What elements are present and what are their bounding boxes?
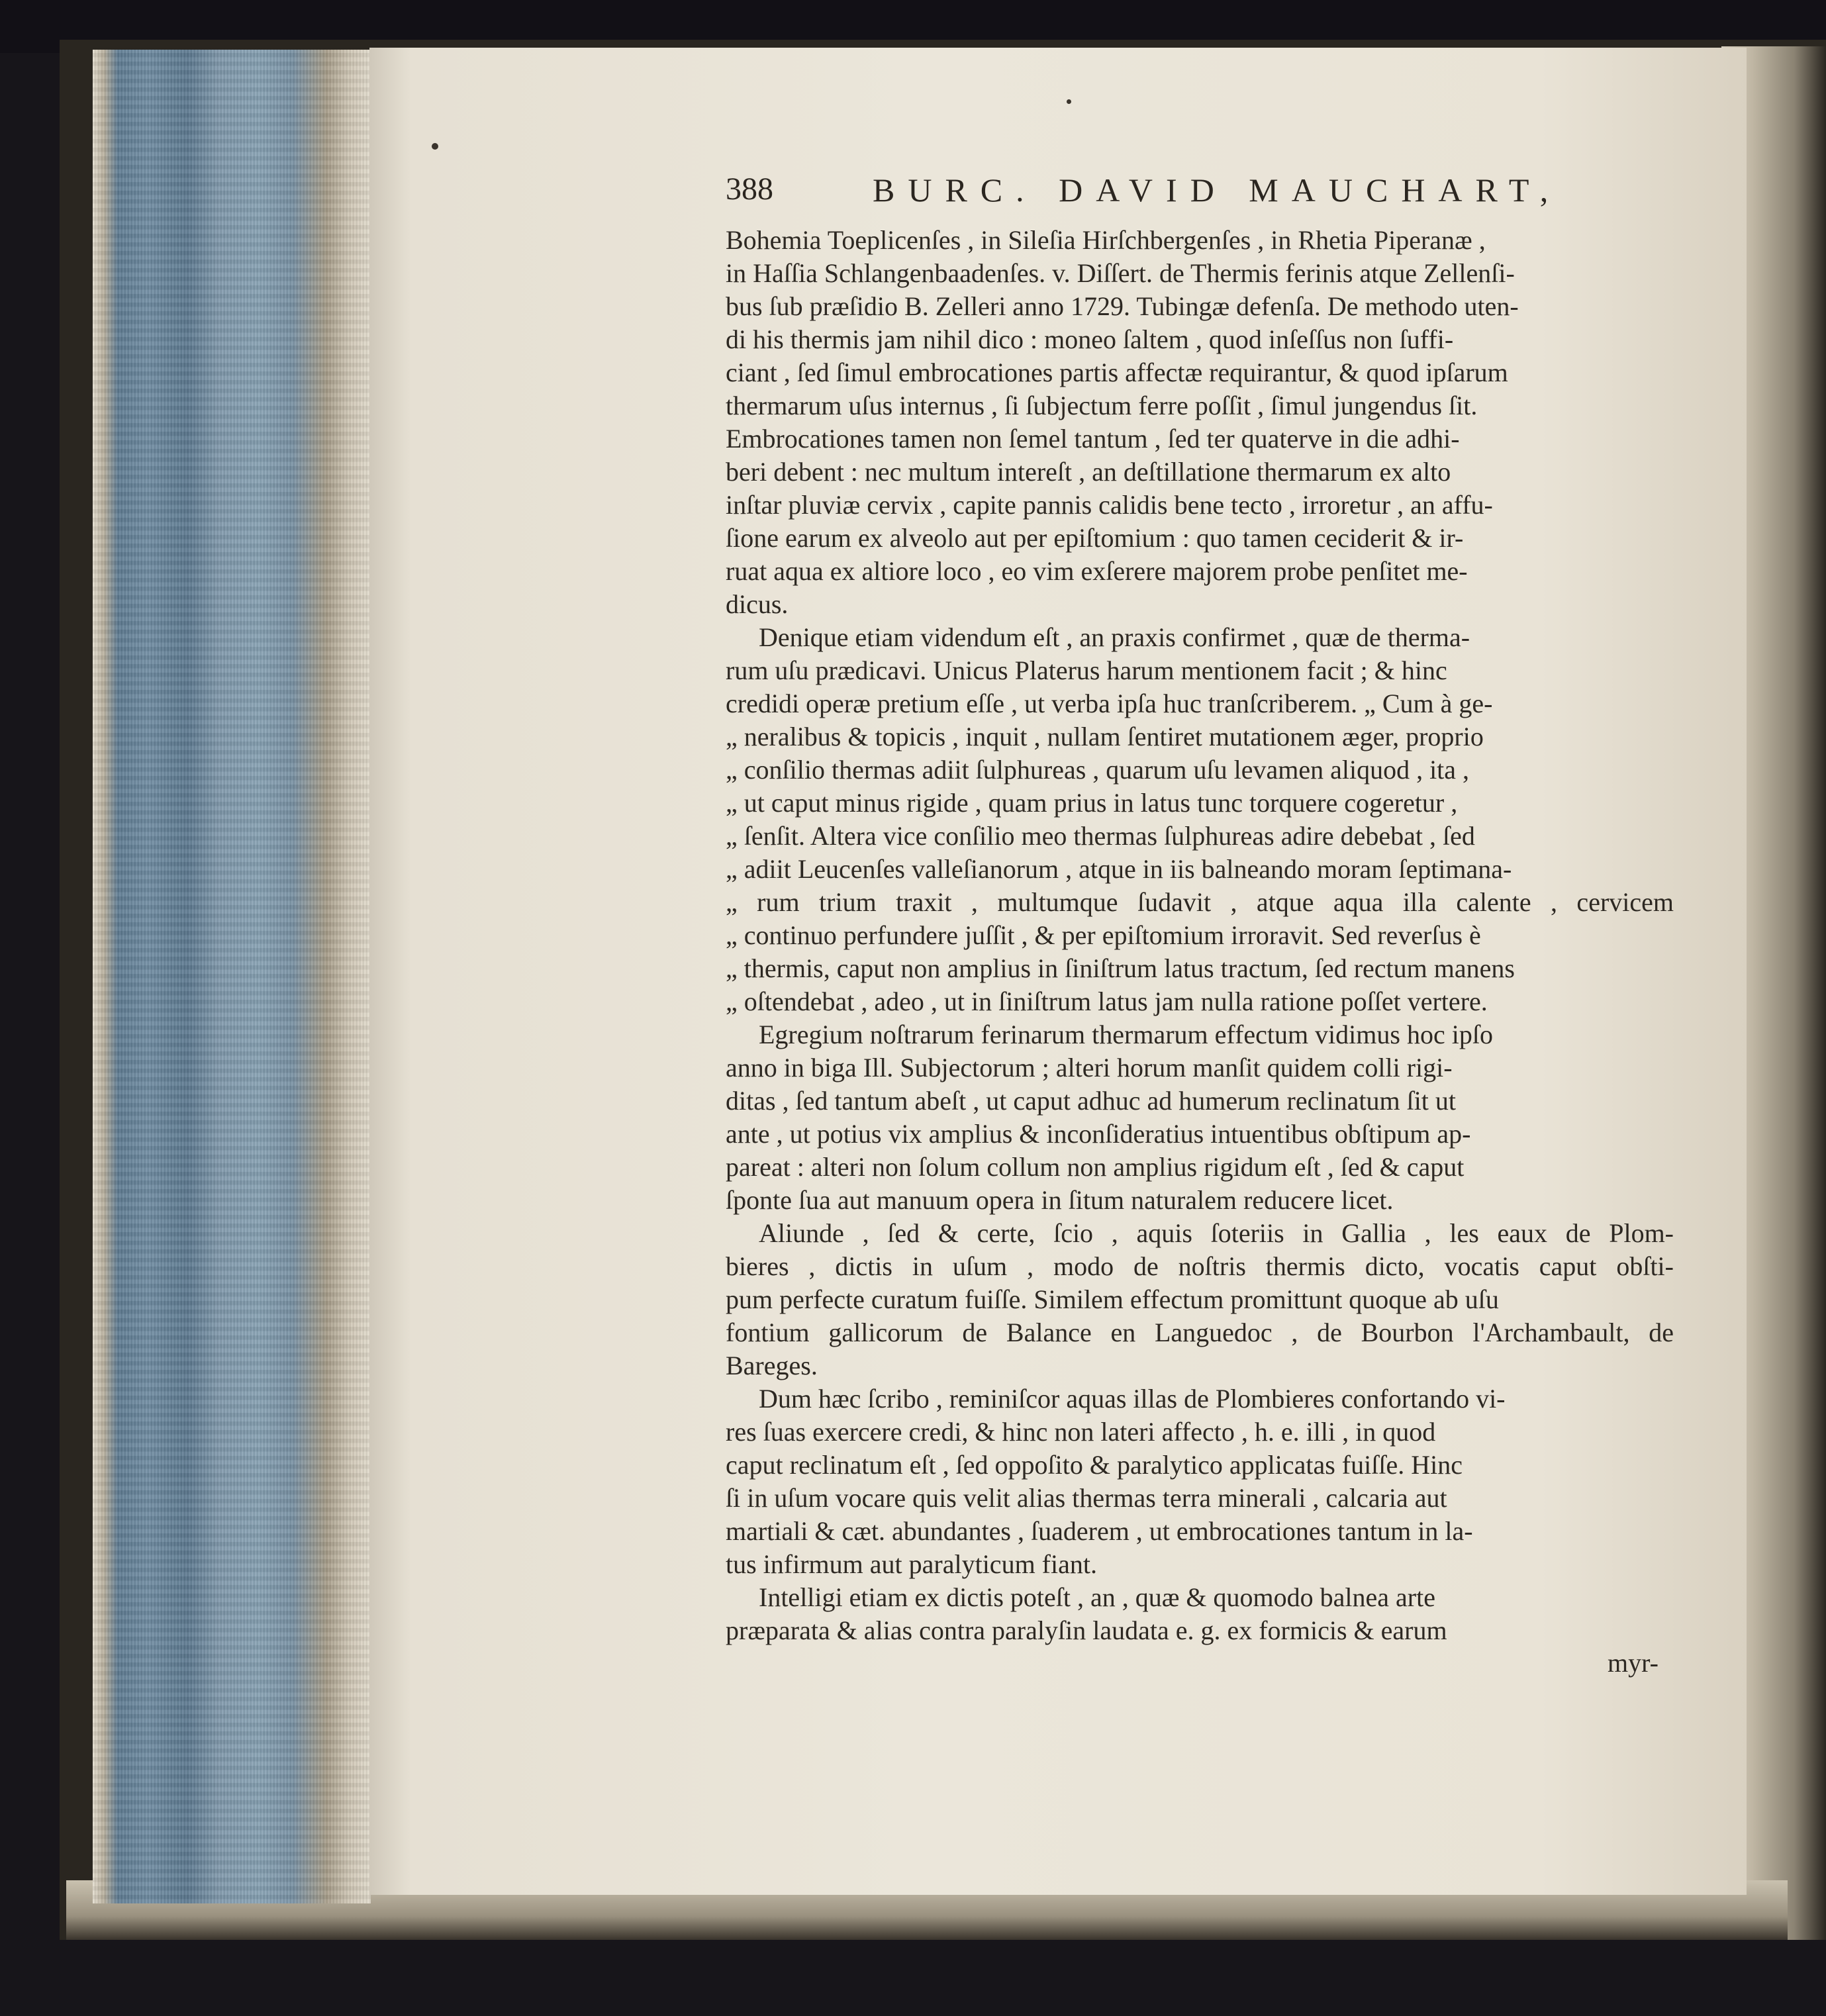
text-line: thermarum uſus internus , ſi ſubjectum ferre poſſit , ſimul jungendus ſit.	[726, 391, 1478, 420]
text-line: ditas , ſed tantum abeſt , ut caput adhuc ad humerum reclinatum ſit ut	[726, 1086, 1457, 1116]
text-line: „ thermis, caput non amplius in ſiniſtrum latus tractum, ſed rectum manens	[726, 953, 1515, 983]
text-line: „ rum trium traxit , multumque ſudavit , atque aqua illa calente , cervicem	[726, 887, 1674, 917]
text-line: pum perfecte curatum fuiſſe. Similem effectum promittunt quoque ab uſu	[726, 1284, 1499, 1314]
text-line: „ conſilio thermas adiit ſulphureas , quarum uſu levamen aliquod , ita ,	[726, 755, 1470, 785]
text-line: „ neralibus & topicis , inquit , nullam ſentiret mutationem æger, proprio	[726, 722, 1484, 751]
text-line: caput reclinatum eſt , ſed oppoſito & paralytico applicatas fuiſſe. Hinc	[726, 1450, 1463, 1480]
running-title: BURC. DAVID MAUCHART,	[873, 171, 1562, 209]
text-line: dicus.	[726, 589, 789, 619]
text-line: Embrocationes tamen non ſemel tantum , ſed ter quaterve in die adhi-	[726, 424, 1460, 454]
text-line: „ continuo perfundere juſſit , & per epiſtomium irroravit. Sed reverſus è	[726, 920, 1481, 950]
text-line: pareat : alteri non ſolum collum non amplius rigidum eſt , ſed & caput	[726, 1152, 1465, 1182]
text-line: Bohemia Toeplicenſes , in Sileſia Hirſchbergenſes , in Rhetia Piperanæ ,	[726, 225, 1486, 255]
text-line: fontium gallicorum de Balance en Languedoc , de Bourbon l'Archambault, de	[726, 1318, 1674, 1347]
text-line: inſtar pluviæ cervix , capite pannis calidis bene tecto , irroretur , an affu-	[726, 490, 1493, 520]
text-line: Denique etiam videndum eſt , an praxis confirmet , quæ de therma-	[759, 622, 1470, 652]
text-line: bieres , dictis in uſum , modo de noſtris thermis dicto, vocatis caput obſti-	[726, 1251, 1674, 1281]
page-number: 388	[726, 171, 773, 207]
text-line: anno in biga Ill. Subjectorum ; alteri horum manſit quidem colli rigi-	[726, 1053, 1453, 1082]
text-line: „ ut caput minus rigide , quam prius in latus tunc torquere cogeretur ,	[726, 788, 1458, 818]
text-line: martiali & cæt. abundantes , ſuaderem , ut embrocationes tantum in la-	[726, 1516, 1473, 1546]
text-line: rum uſu prædicavi. Unicus Platerus harum mentionem facit ; & hinc	[726, 655, 1447, 685]
text-line: ſi in uſum vocare quis velit alias thermas terra minerali , calcaria aut	[726, 1483, 1447, 1513]
text-line: beri debent : nec multum intereſt , an deſtillatione thermarum ex alto	[726, 457, 1451, 487]
text-line: Intelligi etiam ex dictis poteſt , an , quæ & quomodo balnea arte	[759, 1582, 1435, 1612]
text-line: bus ſub præſidio B. Zelleri anno 1729. Tubingæ defenſa. De methodo uten-	[726, 291, 1519, 321]
text-line: ruat aqua ex altiore loco , eo vim exſerere majorem probe penſitet me-	[726, 556, 1468, 586]
text-line: ſponte ſua aut manuum opera in ſitum naturalem reducere licet.	[726, 1185, 1394, 1215]
text-line: in Haſſia Schlangenbaadenſes. v. Diſſert. de Thermis ferinis atque Zellenſi-	[726, 258, 1515, 288]
text-line: Aliunde , ſed & certe, ſcio , aquis ſoteriis in Gallia , les eaux de Plom-	[759, 1218, 1674, 1248]
text-line: Egregium noſtrarum ferinarum thermarum effectum vidimus hoc ipſo	[759, 1020, 1493, 1049]
text-line: „ oſtendebat , adeo , ut in ſiniſtrum latus jam nulla ratione poſſet vertere.	[726, 986, 1488, 1016]
text-line: Bareges.	[726, 1351, 818, 1380]
catchword: myr-	[1608, 1648, 1658, 1678]
text-line: credidi operæ pretium eſſe , ut verba ipſa huc tranſcriberem. „ Cum à ge-	[726, 689, 1493, 718]
text-line: ſione earum ex alveolo aut per epiſtomium : quo tamen ceciderit & ir-	[726, 523, 1464, 553]
text-line: Dum hæc ſcribo , reminiſcor aquas illas de Plombieres confortando vi-	[759, 1384, 1506, 1414]
text-line: ante , ut potius vix amplius & inconſideratius intuentibus obſtipum ap-	[726, 1119, 1471, 1149]
page-speck	[432, 143, 438, 150]
text-line: præparata & alias contra paralyſin laudata e. g. ex formicis & earum	[726, 1615, 1447, 1645]
text-line: di his thermis jam nihil dico : moneo ſaltem , quod inſeſſus non ſuffi-	[726, 324, 1454, 354]
text-line: „ adiit Leucenſes valleſianorum , atque in iis balneando moram ſeptimana-	[726, 854, 1512, 884]
text-line: „ ſenſit. Altera vice conſilio meo thermas ſulphureas adire debebat , ſed	[726, 821, 1475, 851]
text-line: res ſuas exercere credi, & hinc non lateri affecto , h. e. illi , in quod	[726, 1417, 1436, 1447]
fore-edge-speckled	[93, 50, 371, 1903]
page-speck	[1067, 99, 1071, 104]
text-line: tus infirmum aut paralyticum fiant.	[726, 1549, 1097, 1579]
text-line: ciant , ſed ſimul embrocationes partis affectæ requirantur, & quod ipſarum	[726, 358, 1508, 387]
